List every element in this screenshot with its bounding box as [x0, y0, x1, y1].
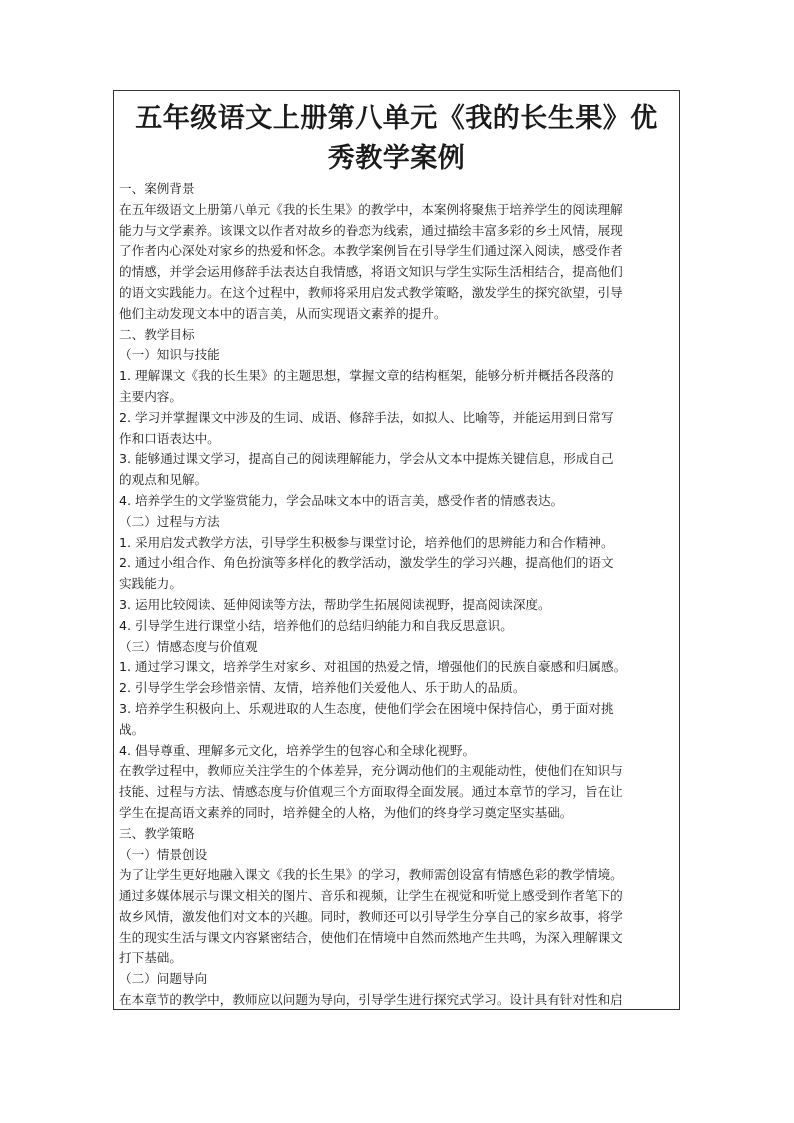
text-line: 二、教学目标	[119, 326, 195, 342]
text-line: （二）问题导向	[119, 971, 208, 987]
text-line: 的情感，并学会运用修辞手法表达自我情感，将语文知识与学生实际生活相结合，提高他们	[119, 264, 623, 280]
text-line: 三、教学策略	[119, 825, 195, 841]
text-line: 的语文实践能力。在这个过程中，教师将采用启发式教学策略，激发学生的探究欲望，引导	[119, 284, 623, 300]
document-content	[114, 91, 679, 1010]
text-line: 1. 采用启发式教学方法，引导学生积极参与课堂讨论，培养他们的思辨能力和合作精神。	[119, 534, 614, 550]
text-line: 3. 培养学生积极向上、乐观进取的人生态度，使他们学会在困境中保持信心，勇于面对挑	[119, 700, 614, 716]
document-frame	[113, 90, 680, 1010]
text-line: 实践能力。	[119, 576, 182, 592]
document-title	[119, 97, 674, 179]
text-line: 3. 运用比较阅读、延伸阅读等方法，帮助学生拓展阅读视野，提高阅读深度。	[119, 596, 551, 612]
text-line: 2. 通过小组合作、角色扮演等多样化的教学活动，激发学生的学习兴趣，提高他们的语文	[119, 555, 614, 571]
text-line: （一）情景创设	[119, 846, 208, 862]
text-line: 了作者内心深处对家乡的热爱和怀念。本教学案例旨在引导学生们通过深入阅读，感受作者	[119, 243, 623, 259]
text-line: 打下基础。	[119, 950, 182, 966]
text-line: 1. 通过学习课文，培养学生对家乡、对祖国的热爱之情，增强他们的民族自豪感和归属感。	[119, 659, 627, 675]
text-line: （二）过程与方法	[119, 513, 220, 529]
text-line: 故乡风情，激发他们对文本的兴趣。同时，教师还可以引导学生分享自己的家乡故事，将学	[119, 908, 623, 924]
text-line: 4. 培养学生的文学鉴赏能力，学会品味文本中的语言美，感受作者的情感表达。	[119, 492, 564, 508]
text-line: 1. 理解课文《我的长生果》的主题思想，掌握文章的结构框架，能够分析并概括各段落的	[119, 368, 614, 384]
text-line: 在本章节的教学中，教师应以问题为导向，引导学生进行探究式学习。设计具有针对性和启	[119, 992, 623, 1008]
text-line: 他们主动发现文本中的语言美，从而实现语文素养的提升。	[119, 305, 447, 321]
text-line: 作和口语表达中。	[119, 430, 220, 446]
text-line: 技能、过程与方法、情感态度与价值观三个方面取得全面发展。通过本章节的学习，旨在让	[119, 784, 623, 800]
text-line: 在五年级语文上册第八单元《我的长生果》的教学中，本案例将聚焦于培养学生的阅读理解	[119, 201, 623, 217]
text-line: 能力与文学素养。该课文以作者对故乡的眷恋为线索，通过描绘丰富多彩的乡土风情，展现	[119, 222, 623, 238]
text-line: 的观点和见解。	[119, 472, 208, 488]
title-line-2: 秀教学案例	[327, 143, 466, 174]
document-body	[119, 179, 674, 1010]
text-line: 战。	[119, 721, 145, 737]
text-line: 学生在提高语文素养的同时，培养健全的人格，为他们的终身学习奠定坚实基础。	[119, 804, 573, 820]
text-line: （三）情感态度与价值观	[119, 638, 258, 654]
text-line: 生的现实生活与课文内容紧密结合，使他们在情境中自然而然地产生共鸣，为深入理解课文	[119, 929, 623, 945]
text-line: 为了让学生更好地融入课文《我的长生果》的学习，教师需创设富有情感色彩的教学情境。	[119, 867, 623, 883]
text-line: （一）知识与技能	[119, 347, 220, 363]
text-line: 在教学过程中，教师应关注学生的个体差异，充分调动他们的主观能动性，使他们在知识与	[119, 763, 623, 779]
text-line: 4. 引导学生进行课堂小结，培养他们的总结归纳能力和自我反思意识。	[119, 617, 513, 633]
text-line: 3. 能够通过课文学习，提高自己的阅读理解能力，学会从文本中提炼关键信息，形成自己	[119, 451, 614, 467]
text-line: 通过多媒体展示与课文相关的图片、音乐和视频，让学生在视觉和听觉上感受到作者笔下的	[119, 888, 623, 904]
text-line: 4. 倡导尊重、理解多元文化，培养学生的包容心和全球化视野。	[119, 742, 476, 758]
text-line: 主要内容。	[119, 388, 182, 404]
text-line: 一、案例背景	[119, 181, 195, 196]
text-line: 2. 引导学生学会珍惜亲情、友情，培养他们关爱他人、乐于助人的品质。	[119, 680, 526, 696]
text-line: 2. 学习并掌握课文中涉及的生词、成语、修辞手法，如拟人、比喻等，并能运用到日常写	[119, 409, 614, 425]
title-line-1: 五年级语文上册第八单元《我的长生果》优	[135, 103, 658, 134]
